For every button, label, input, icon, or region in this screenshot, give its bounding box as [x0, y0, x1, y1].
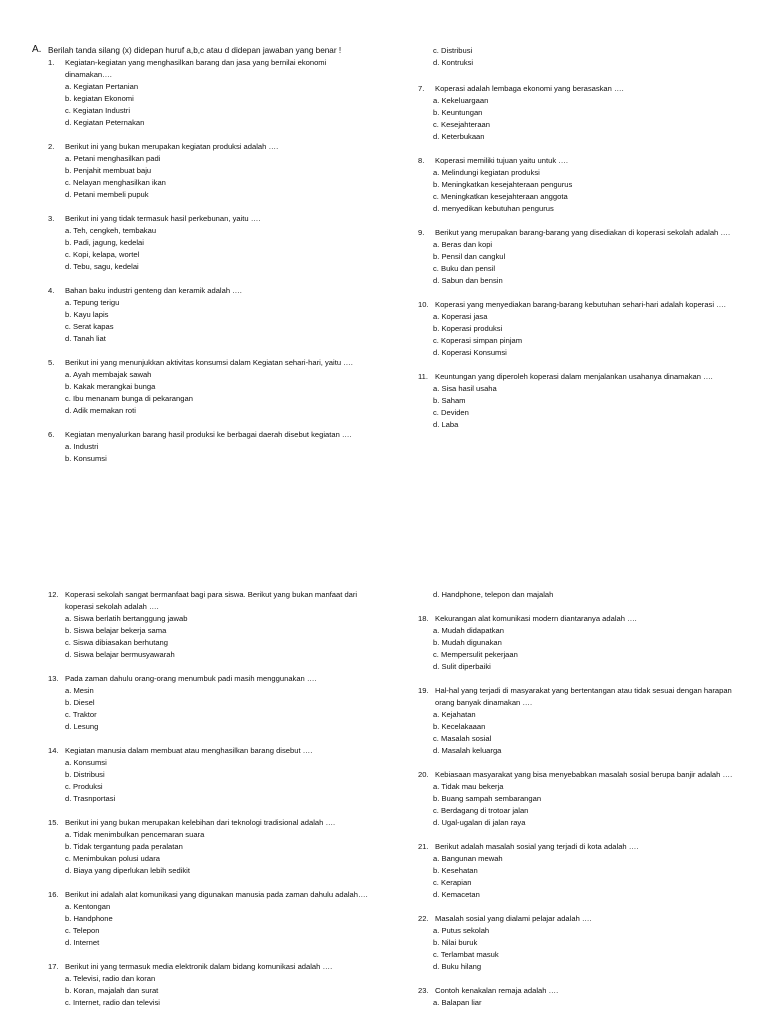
answer-option[interactable]: a. Bangunan mewah — [433, 854, 503, 863]
answer-option[interactable]: c. Ibu menanam bunga di pekarangan — [65, 394, 193, 403]
question-6 — [48, 429, 372, 465]
question-17-continued — [418, 589, 748, 601]
answer-option[interactable]: b. Diesel — [65, 698, 95, 707]
answer-option[interactable]: a. Kegiatan Pertanian — [65, 82, 139, 91]
answer-option[interactable]: c. Internet, radio dan televisi — [65, 998, 160, 1007]
answer-option[interactable]: d. Siswa belajar bermusyawarah — [65, 650, 175, 659]
page-2-right-column — [418, 589, 748, 1021]
answer-option[interactable]: c. Deviden — [433, 408, 469, 417]
question-number: 1. — [48, 58, 55, 67]
answer-option[interactable]: b. kegiatan Ekonomi — [65, 94, 134, 103]
question-3 — [48, 213, 372, 273]
section-header — [32, 45, 372, 56]
question-number: 2. — [48, 142, 55, 151]
answer-option[interactable]: b. Nilai buruk — [433, 938, 478, 947]
question-number: 18. — [418, 614, 429, 623]
answer-option[interactable]: b. Kayu lapis — [65, 310, 109, 319]
question-text: Berikut ini yang bukan merupakan kegiatan produksi adalah …. — [65, 142, 279, 151]
question-text: Kebiasaan masyarakat yang bisa menyebabkan masalah sosial berupa banjir adalah …. — [435, 770, 733, 779]
answer-option[interactable]: b. Pensil dan cangkul — [433, 252, 506, 261]
question-15 — [48, 817, 378, 877]
question-text: Berikut ini yang tidak termasuk hasil perkebunan, yaitu …. — [65, 214, 261, 223]
answer-option[interactable]: d. Adik memakan roti — [65, 406, 136, 415]
question-text: Keuntungan yang diperoleh koperasi dalam menjalankan usahanya dinamakan …. — [435, 372, 713, 381]
answer-option[interactable]: b. Buang sampah sembarangan — [433, 794, 542, 803]
answer-option[interactable]: b. Kakak merangkai bunga — [65, 382, 156, 391]
section-instruction: Berilah tanda silang (x) didepan huruf a,b,c atau d didepan jawaban yang benar ! — [48, 46, 342, 55]
answer-option[interactable]: a. Petani menghasilkan padi — [65, 154, 161, 163]
question-12 — [48, 589, 378, 661]
page-1-right-column — [418, 45, 748, 443]
question-number: 19. — [418, 686, 429, 695]
answer-option[interactable]: b. Padi, jagung, kedelai — [65, 238, 144, 247]
answer-option[interactable]: d. Kegiatan Peternakan — [65, 118, 145, 127]
answer-option[interactable]: a. Ayah membajak sawah — [65, 370, 152, 379]
question-number: 15. — [48, 818, 59, 827]
question-number: 11. — [418, 372, 428, 381]
answer-option[interactable]: c. Telepon — [65, 926, 100, 935]
question-text: Pada zaman dahulu orang-orang menumbuk padi masih menggunakan …. — [65, 674, 317, 683]
answer-option[interactable]: b. Distribusi — [65, 770, 105, 779]
answer-option[interactable]: c. Kesejahteraan — [433, 120, 490, 129]
question-text: Kegiatan manusia dalam membuat atau menghasilkan barang disebut …. — [65, 746, 313, 755]
question-text: Berikut ini yang menunjukkan aktivitas konsumsi dalam Kegiatan sehari-hari, yaitu …. — [65, 358, 353, 367]
answer-option[interactable]: d. Ugal-ugalan di jalan raya — [433, 818, 526, 827]
answer-option[interactable]: d. Masalah keluarga — [433, 746, 502, 755]
answer-option[interactable]: a. Putus sekolah — [433, 926, 490, 935]
answer-option[interactable]: c. Meningkatkan kesejahteraan anggota — [433, 192, 568, 201]
question-number: 17. — [48, 962, 59, 971]
answer-option[interactable]: b. Meningkatkan kesejahteraan pengurus — [433, 180, 573, 189]
question-text: Hal-hal yang terjadi di masyarakat yang bertentangan atau tidak sesuai dengan harapan orang banyak dinamakan …. — [435, 686, 732, 707]
question-number: 3. — [48, 214, 55, 223]
question-2 — [48, 141, 372, 201]
question-number: 20. — [418, 770, 429, 779]
question-number: 5. — [48, 358, 55, 367]
question-number: 13. — [48, 674, 59, 683]
question-text: Koperasi sekolah sangat bermanfaat bagi para siswa. Berikut yang bukan manfaat dari koperasi sekolah adalah …. — [65, 590, 358, 611]
answer-option[interactable]: c. Traktor — [65, 710, 97, 719]
question-number: 12. — [48, 590, 59, 599]
answer-option[interactable]: b. Tidak tergantung pada peralatan — [65, 842, 183, 851]
answer-option[interactable]: a. Mudah didapatkan — [433, 626, 504, 635]
answer-option[interactable]: c. Masalah sosial — [433, 734, 492, 743]
question-10 — [418, 299, 748, 359]
answer-option[interactable]: c. Kegiatan Industri — [65, 106, 131, 115]
answer-option[interactable]: c. Kopi, kelapa, wortel — [65, 250, 140, 259]
answer-option[interactable]: b. Koran, majalah dan surat — [65, 986, 159, 995]
answer-option[interactable]: c. Berdagang di trotoar jalan — [433, 806, 529, 815]
question-text: Kekurangan alat komunikasi modern diantaranya adalah …. — [435, 614, 637, 623]
question-number: 21. — [418, 842, 429, 851]
answer-option[interactable]: a. Kentongan — [65, 902, 111, 911]
answer-option[interactable]: a. Industri — [65, 442, 99, 451]
answer-option[interactable]: a. Teh, cengkeh, tembakau — [65, 226, 157, 235]
answer-option[interactable]: a. Kejahatan — [433, 710, 476, 719]
question-number: 4. — [48, 286, 55, 295]
answer-option[interactable]: d. Sabun dan bensin — [433, 276, 503, 285]
question-18 — [418, 613, 748, 673]
question-text: Koperasi memiliki tujuan yaitu untuk …. — [435, 156, 568, 165]
answer-option[interactable]: b. Mudah digunakan — [433, 638, 502, 647]
question-text: Koperasi yang menyediakan barang-barang kebutuhan sehari-hari adalah koperasi …. — [435, 300, 726, 309]
question-number: 6. — [48, 430, 55, 439]
answer-option[interactable]: d. Biaya yang diperlukan lebih sedikit — [65, 866, 190, 875]
question-17 — [48, 961, 378, 1009]
answer-option[interactable]: b. Konsumsi — [65, 454, 107, 463]
question-16 — [48, 889, 378, 949]
question-text: Berikut ini yang bukan merupakan kelebihan dari teknologi tradisional adalah …. — [65, 818, 336, 827]
answer-option[interactable]: d. Internet — [65, 938, 100, 947]
answer-option[interactable]: d. menyedikan kebutuhan pengurus — [433, 204, 554, 213]
answer-option[interactable]: a. Tidak menimbulkan pencemaran suara — [65, 830, 205, 839]
answer-option[interactable]: c. Kerapian — [433, 878, 472, 887]
answer-option[interactable]: d. Kontruksi — [433, 58, 474, 67]
question-9 — [418, 227, 748, 287]
document-page-2 — [0, 585, 768, 1024]
answer-option[interactable]: b. Kesehatan — [433, 866, 478, 875]
answer-option[interactable]: c. Siswa dibiasakan berhutang — [65, 638, 169, 647]
document-page-1 — [0, 0, 768, 500]
question-number: 23. — [418, 986, 429, 995]
question-number: 8. — [418, 156, 425, 165]
question-text: Berikut ini yang termasuk media elektronik dalam bidang komunikasi adalah …. — [65, 962, 333, 971]
answer-option[interactable]: b. Siswa belajar bekerja sama — [65, 626, 167, 635]
question-number: 10. — [418, 300, 429, 309]
question-text: Berikut yang merupakan barang-barang yang disediakan di koperasi sekolah adalah …. — [435, 228, 731, 237]
question-11 — [418, 371, 748, 431]
question-text: Kegiatan menyalurkan barang hasil produksi ke berbagai daerah disebut kegiatan …. — [65, 430, 352, 439]
answer-option[interactable]: d. Kemacetan — [433, 890, 480, 899]
answer-option[interactable]: b. Keuntungan — [433, 108, 483, 117]
answer-option[interactable]: a. Kekeluargaan — [433, 96, 489, 105]
question-number: 16. — [48, 890, 59, 899]
question-14 — [48, 745, 378, 805]
answer-option[interactable]: c. Terlambat masuk — [433, 950, 499, 959]
answer-option[interactable]: c. Nelayan menghasilkan ikan — [65, 178, 166, 187]
question-13 — [48, 673, 378, 733]
answer-option[interactable]: a. Televisi, radio dan koran — [65, 974, 156, 983]
question-21 — [418, 841, 748, 901]
question-text: Kegiatan-kegiatan yang menghasilkan barang dan jasa yang bernilai ekonomi dinamakan…. — [65, 58, 327, 79]
answer-option[interactable]: d. Buku hilang — [433, 962, 482, 971]
answer-option[interactable]: c. Produksi — [65, 782, 103, 791]
page-1-left-column — [32, 45, 372, 477]
question-text: Berikut adalah masalah sosial yang terjadi di kota adalah …. — [435, 842, 639, 851]
question-22 — [418, 913, 748, 973]
question-text: Contoh kenakalan remaja adalah …. — [435, 986, 559, 995]
answer-option[interactable]: d. Lesung — [65, 722, 99, 731]
question-19 — [418, 685, 748, 757]
question-23 — [418, 985, 748, 1009]
question-number: 14. — [48, 746, 59, 755]
answer-option[interactable]: a. Mesin — [65, 686, 94, 695]
answer-option[interactable]: b. Koperasi produksi — [433, 324, 503, 333]
question-5 — [48, 357, 372, 417]
question-number: 22. — [418, 914, 429, 923]
question-number: 7. — [418, 84, 425, 93]
answer-option[interactable]: a. Melindungi kegiatan produksi — [433, 168, 540, 177]
answer-option[interactable]: c. Mempersulit pekerjaan — [433, 650, 518, 659]
answer-option[interactable]: d. Sulit diperbaiki — [433, 662, 491, 671]
answer-option[interactable]: a. Sisa hasil usaha — [433, 384, 497, 393]
answer-option[interactable]: a. Siswa berlatih bertanggung jawab — [65, 614, 188, 623]
question-text: Koperasi adalah lembaga ekonomi yang berasaskan …. — [435, 84, 624, 93]
answer-option[interactable]: d. Keterbukaan — [433, 132, 485, 141]
answer-option[interactable]: a. Tepung terigu — [65, 298, 120, 307]
answer-option[interactable]: c. Buku dan pensil — [433, 264, 496, 273]
answer-option[interactable]: c. Distribusi — [433, 46, 473, 55]
answer-option[interactable]: d. Tebu, sagu, kedelai — [65, 262, 139, 271]
answer-option[interactable]: d. Tanah liat — [65, 334, 106, 343]
answer-option[interactable]: a. Balapan liar — [433, 998, 482, 1007]
question-4 — [48, 285, 372, 345]
question-number: 9. — [418, 228, 425, 237]
question-20 — [418, 769, 748, 829]
question-text: Bahan baku industri genteng dan keramik adalah …. — [65, 286, 242, 295]
answer-option[interactable]: b. Penjahit membuat baju — [65, 166, 152, 175]
question-6-continued — [418, 45, 748, 69]
answer-option[interactable]: b. Saham — [433, 396, 466, 405]
answer-option[interactable]: d. Handphone, telepon dan majalah — [433, 590, 554, 599]
question-text: Masalah sosial yang dialami pelajar adalah …. — [435, 914, 592, 923]
answer-option[interactable]: d. Petani membeli pupuk — [65, 190, 149, 199]
answer-option[interactable]: a. Konsumsi — [65, 758, 107, 767]
answer-option[interactable]: a. Koperasi jasa — [433, 312, 488, 321]
section-letter: A. — [32, 44, 42, 55]
answer-option[interactable]: c. Serat kapas — [65, 322, 114, 331]
answer-option[interactable]: c. Menimbukan polusi udara — [65, 854, 160, 863]
question-1 — [48, 57, 372, 129]
question-text: Berikut ini adalah alat komunikasi yang digunakan manusia pada zaman dahulu adalah…. — [65, 890, 368, 899]
answer-option[interactable]: a. Beras dan kopi — [433, 240, 493, 249]
answer-option[interactable]: b. Handphone — [65, 914, 113, 923]
question-7 — [418, 83, 748, 143]
page-2-left-column — [48, 589, 378, 1021]
question-8 — [418, 155, 748, 215]
answer-option[interactable]: d. Trasnportasi — [65, 794, 116, 803]
answer-option[interactable]: a. Tidak mau bekerja — [433, 782, 504, 791]
answer-option[interactable]: d. Laba — [433, 420, 459, 429]
answer-option[interactable]: c. Koperasi simpan pinjam — [433, 336, 523, 345]
answer-option[interactable]: b. Kecelakaaan — [433, 722, 486, 731]
answer-option[interactable]: d. Koperasi Konsumsi — [433, 348, 507, 357]
